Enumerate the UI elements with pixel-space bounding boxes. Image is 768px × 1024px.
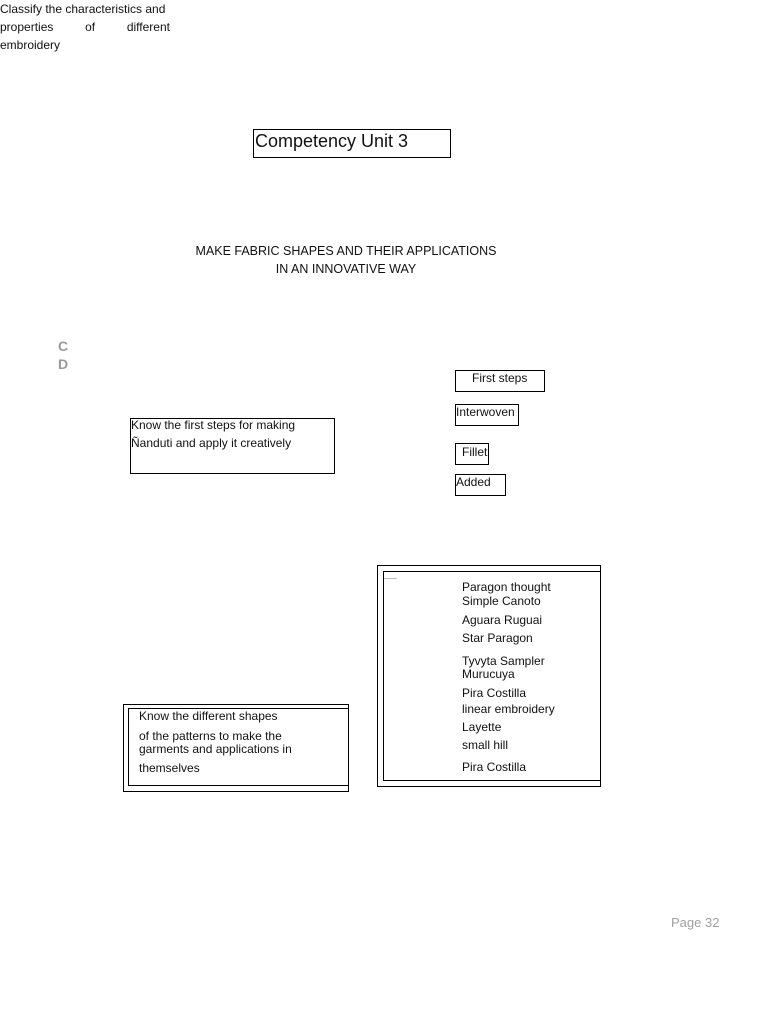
title-box	[253, 129, 451, 158]
list-item: Murucuya	[462, 667, 515, 681]
first-steps-box	[130, 418, 335, 474]
list-item: Pira Costilla	[462, 760, 527, 774]
tag-first-steps-label: First steps	[472, 371, 528, 385]
classify-word-of: of	[85, 20, 96, 34]
shapes-line-3: garments and applications in	[139, 742, 292, 756]
list-item: Simple Canoto	[462, 594, 541, 608]
side-letter-d: D	[58, 356, 69, 372]
tag-added-label: Added	[456, 475, 491, 489]
shapes-line-4: themselves	[139, 761, 200, 775]
classify-word-properties: properties	[0, 20, 54, 34]
classify-paragraph	[0, 0, 170, 54]
classify-line-2	[0, 18, 170, 36]
page-number: Page 32	[671, 915, 720, 930]
list-item: Pira Costilla	[462, 686, 527, 700]
list-mark	[384, 578, 397, 579]
list-item: Star Paragon	[462, 631, 533, 645]
list-item: Layette	[462, 720, 502, 734]
list-item: small hill	[462, 738, 509, 752]
heading-line-2: IN AN INNOVATIVE WAY	[275, 262, 417, 276]
heading-line-1: MAKE FABRIC SHAPES AND THEIR APPLICATIONS	[195, 244, 497, 258]
shapes-line-2: of the patterns to make the	[139, 729, 282, 743]
first-steps-line-1: Know the first steps for making	[131, 418, 296, 432]
tag-added	[455, 474, 506, 496]
tag-interwoven	[455, 404, 519, 426]
list-item: Aguara Ruguai	[462, 613, 543, 627]
classify-line-3: embroidery	[0, 38, 61, 52]
shapes-line-1: Know the different shapes	[139, 709, 278, 723]
tag-fillet-label: Fillet	[462, 445, 488, 459]
first-steps-line-2: Ñanduti and apply it creatively	[131, 436, 292, 450]
classify-word-different: different	[126, 20, 170, 34]
page-title: Competency Unit 3	[255, 131, 409, 151]
list-item: linear embroidery	[462, 702, 555, 716]
side-letter-c: C	[58, 338, 69, 354]
classify-line-1: Classify the characteristics and	[0, 2, 166, 16]
tag-first-steps	[455, 370, 545, 392]
list-item: Tyvyta Sampler	[462, 654, 545, 668]
tag-interwoven-label: Interwoven	[456, 405, 515, 419]
tag-fillet	[455, 443, 489, 465]
list-item: Paragon thought	[462, 580, 551, 594]
